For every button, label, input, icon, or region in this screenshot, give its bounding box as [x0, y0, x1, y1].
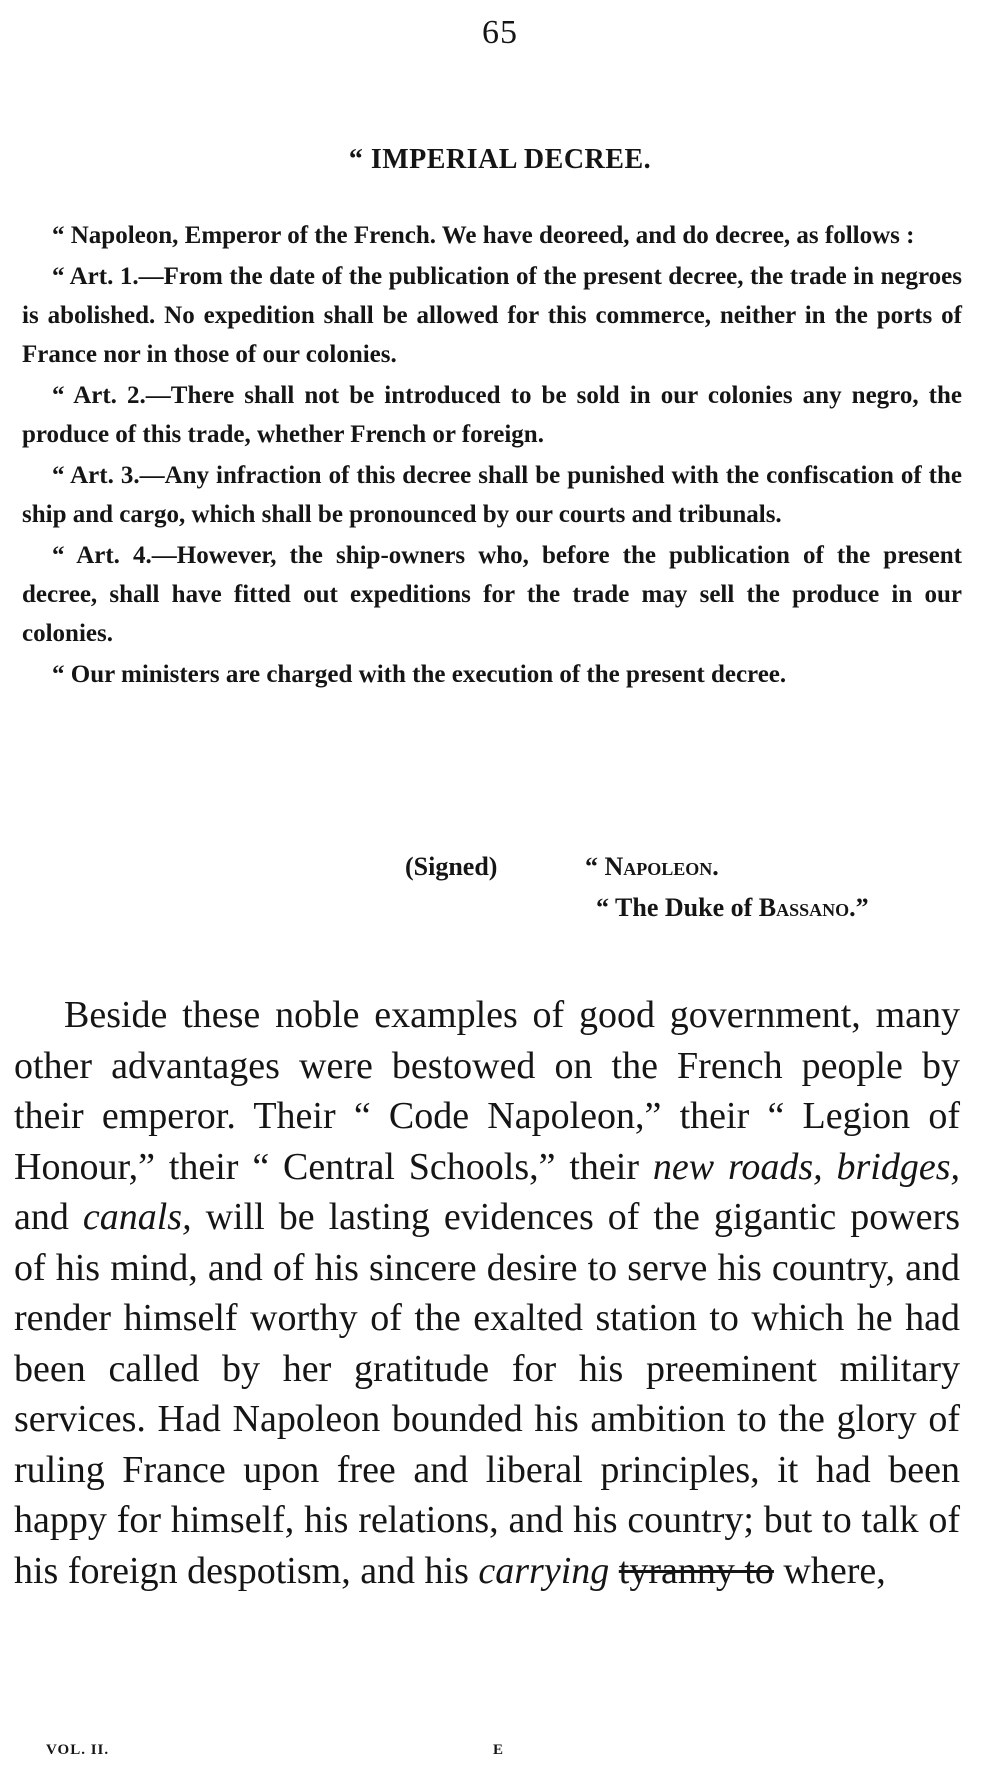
- main-paragraph: [14, 990, 960, 1596]
- decree-body: [22, 216, 962, 694]
- italic-canals: canals,: [82, 1196, 192, 1238]
- struck-text: tyranny to: [618, 1549, 774, 1592]
- signature-mark: E: [493, 1742, 505, 1758]
- signature-bassano: Bassano.”: [758, 893, 869, 922]
- decree-preamble: “ Napoleon, Emperor of the French. We have deoreed, and do decree, as follows :: [52, 222, 915, 249]
- italic-carrying: carrying: [478, 1549, 610, 1592]
- main-text-part-3: will be lasting evidences of the gigantic powers of his mind, and of his sincere desire to serve his country, and render himself worthy of the exalted station to which he had been called by her gratitude for his preeminent military services. Had Napoleon bounded his ambition to the glory of ruling France upon free and liberal principles, it had been happy for himself, his relations, and his country; but to talk of his foreign despotism, and his: [14, 1196, 960, 1592]
- decree-article-3: “ Art. 3.—Any infraction of this decree shall be punished with the confiscation of the ship and cargo, which shall be pronounced by our courts and tribunals.: [22, 462, 962, 528]
- main-text-part-4: [609, 1550, 619, 1592]
- signed-label: (Signed): [405, 852, 498, 881]
- italic-new-roads: new roads, bridges,: [652, 1145, 960, 1188]
- decree-article-1: “ Art. 1.—From the date of the publication of the present decree, the trade in negroes is abolished. No expedition shall be allowed for this commerce, neither in the ports of France nor in those of our colonies.: [22, 263, 962, 368]
- volume-label: VOL. II.: [46, 1742, 110, 1758]
- main-text-part-2: and: [14, 1196, 83, 1238]
- main-text-part-5: where,: [773, 1549, 886, 1592]
- signature-napoleon: “ Napoleon.: [585, 852, 719, 881]
- signature-duke-prefix: “ The Duke of: [596, 893, 759, 922]
- page-number: 65: [482, 14, 518, 51]
- decree-closing: “ Our ministers are charged with the execution of the present decree.: [52, 661, 787, 688]
- decree-article-2: “ Art. 2.—There shall not be introduced to be sold in our colonies any negro, the produce of this trade, whether French or foreign.: [22, 382, 962, 448]
- decree-title: “ IMPERIAL DECREE.: [348, 144, 652, 175]
- main-text-part-1: Beside these noble examples of good government, many other advantages were bestowed on the French people by their emperor. Their “ Code Napoleon,” their “ Legion of Honour,” their “ Central Schools,” their: [14, 994, 960, 1188]
- decree-article-4: “ Art. 4.—However, the ship-owners who, before the publication of the present decree, shall have fitted out expeditions for the trade may sell the produce in our colonies.: [22, 542, 962, 647]
- main-text: [14, 990, 960, 1596]
